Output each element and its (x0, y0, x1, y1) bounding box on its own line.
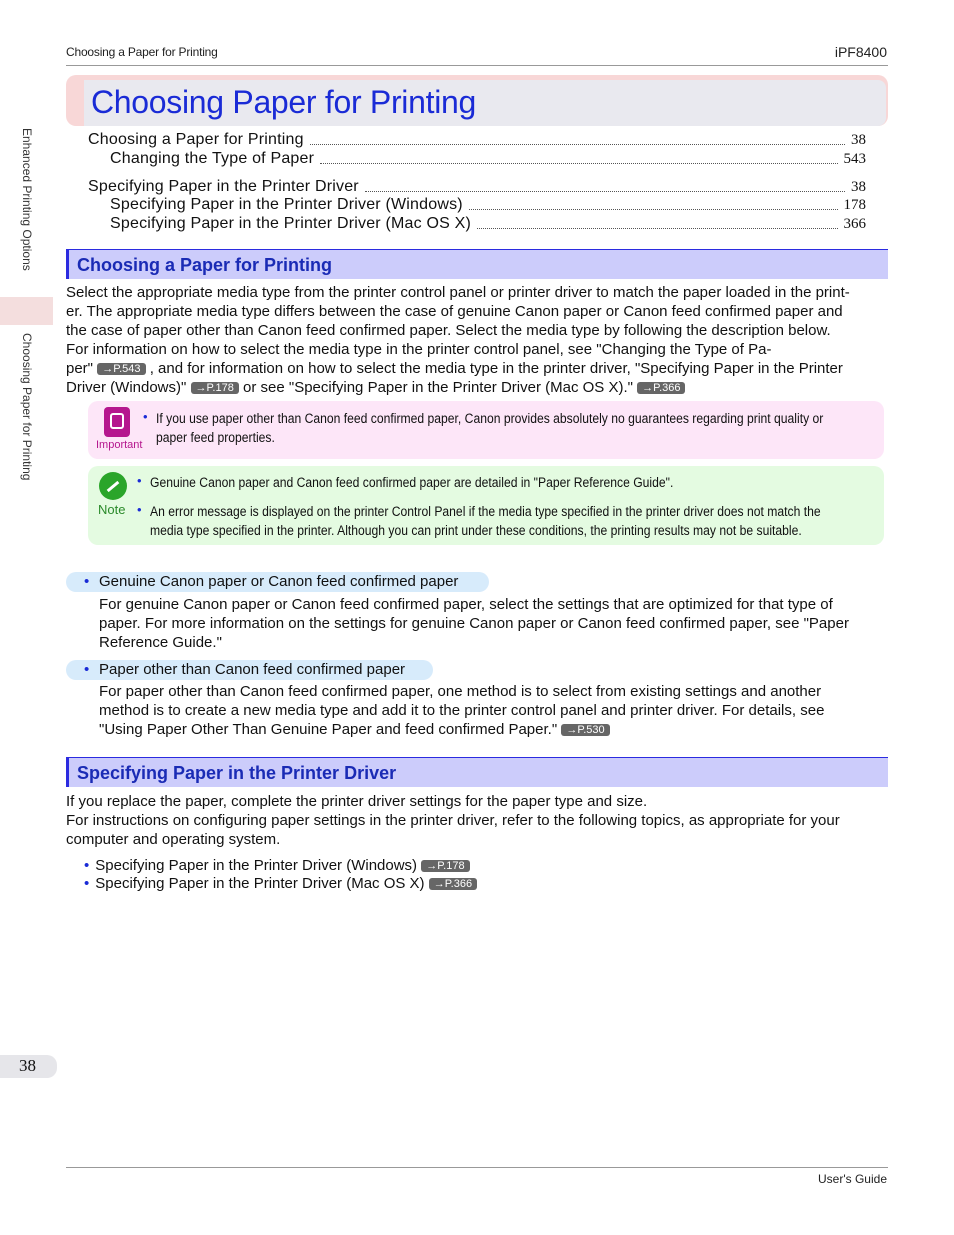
page-ref-link[interactable]: →P.543 (97, 363, 145, 375)
body-line: If you replace the paper, complete the printer driver settings for the paper type and size. (66, 793, 648, 810)
body-line: computer and operating system. (66, 831, 281, 848)
section-heading (66, 757, 888, 787)
page-number-tab (0, 1055, 57, 1078)
subheading-other (66, 660, 433, 680)
toc-item[interactable] (88, 178, 866, 196)
note-line: media type specified in the printer. Although you can print under these conditions, the printing results may not be suitable. (150, 523, 802, 538)
body-line: For paper other than Canon feed confirmed paper, one method is to select from existing settings and another (99, 683, 822, 700)
bullet-icon: • (84, 875, 90, 892)
subheading-text: Paper other than Canon feed confirmed paper (99, 661, 406, 678)
page-ref-link[interactable]: →P.366 (637, 382, 685, 394)
note-item: Genuine Canon paper and Canon feed confirmed paper are detailed in "Paper Reference Guide". (150, 475, 674, 490)
body-text: per" (66, 360, 94, 377)
body-line: For genuine Canon paper or Canon feed confirmed paper, select the settings that are optimized for that type of (99, 596, 833, 613)
footer-guide-name: User's Guide (818, 1172, 887, 1186)
body-line: method is to create a new media type and add it to the printer control panel and printer driver. For details, see (99, 702, 825, 719)
bullet-icon: • (137, 473, 142, 488)
toc-item[interactable] (110, 196, 866, 214)
body-line: the case of paper other than Canon feed confirmed paper. Select the media type by following the description below. (66, 322, 831, 339)
toc-item-label: Specifying Paper in the Printer Driver (Windows) (110, 196, 463, 213)
important-line: If you use paper other than Canon feed confirmed paper, Canon provides absolutely no guarantees regarding print quality or (156, 411, 824, 426)
toc-item-page: 543 (843, 151, 866, 167)
note-label: Note (98, 502, 126, 517)
pencil-check-icon (99, 472, 127, 500)
important-line: paper feed properties. (156, 430, 275, 445)
link-item[interactable] (84, 857, 470, 874)
genuine-body (99, 595, 888, 652)
body-line (99, 720, 888, 739)
body-text: , and for information on how to select the media type in the printer driver, "Specifying Paper in the Printer (149, 360, 843, 377)
important-text (156, 409, 823, 447)
toc-item[interactable] (88, 131, 866, 149)
body-line: paper. For more information on the settings for genuine Canon paper or Canon feed confirmed paper, see "Paper (99, 615, 849, 632)
section-heading-text: Choosing a Paper for Printing (77, 255, 333, 275)
toc-item-label: Choosing a Paper for Printing (88, 131, 304, 148)
page-ref-link[interactable]: →P.530 (561, 724, 609, 736)
header-rule (66, 65, 888, 66)
page-title: Choosing Paper for Printing (91, 84, 477, 120)
section-heading-text: Specifying Paper in the Printer Driver (77, 763, 397, 783)
page-number: 38 (19, 1056, 36, 1075)
section2-body (66, 792, 888, 849)
link-item-label: Specifying Paper in the Printer Driver (Mac OS X) (95, 875, 425, 892)
toc-item[interactable] (110, 215, 866, 233)
hand-stop-icon (104, 407, 130, 437)
footer-rule (66, 1167, 888, 1168)
toc-leader (365, 191, 845, 192)
toc-leader (320, 163, 837, 164)
toc-item-label: Changing the Type of Paper (110, 150, 315, 167)
subheading-text: Genuine Canon paper or Canon feed confirmed paper (99, 573, 459, 590)
page-ref-link[interactable]: →P.178 (191, 382, 239, 394)
link-item-label: Specifying Paper in the Printer Driver (Windows) (95, 857, 418, 874)
toc-item-page: 38 (851, 179, 866, 195)
page-ref-link[interactable]: →P.366 (429, 878, 477, 890)
body-line: Select the appropriate media type from the printer control panel or printer driver to match the paper loaded in the print- (66, 284, 850, 301)
link-item[interactable] (84, 875, 477, 892)
side-tab-chapter: Enhanced Printing Options (20, 128, 34, 271)
section-heading (66, 249, 888, 279)
body-line: For instructions on configuring paper settings in the printer driver, refer to the following topics, as appropriate for your (66, 812, 840, 829)
side-tab-highlight (0, 297, 53, 325)
important-label: Important (96, 439, 143, 451)
bullet-icon: • (143, 409, 148, 424)
toc-leader (477, 228, 837, 229)
toc-item-page: 178 (843, 197, 866, 213)
side-tab-section: Choosing Paper for Printing (20, 333, 34, 481)
body-line (66, 378, 888, 397)
toc-item-page: 38 (851, 132, 866, 148)
bullet-icon: • (84, 857, 90, 874)
running-header-left: Choosing a Paper for Printing (66, 45, 218, 59)
side-tab (0, 0, 53, 1235)
bullet-icon: • (84, 573, 90, 590)
body-line: For information on how to select the media type in the printer control panel, see "Changing the Type of Pa- (66, 341, 772, 358)
body-text: or see "Specifying Paper in the Printer Driver (Mac OS X)." (243, 379, 633, 396)
bullet-icon: • (137, 502, 142, 517)
toc-item-label: Specifying Paper in the Printer Driver (Mac OS X) (110, 215, 472, 232)
toc-item-page: 366 (843, 216, 866, 232)
toc-item-label: Specifying Paper in the Printer Driver (88, 178, 359, 195)
body-line: er. The appropriate media type differs between the case of genuine Canon paper or Canon feed confirmed paper and (66, 303, 843, 320)
toc-leader (469, 209, 838, 210)
body-line: Reference Guide." (99, 634, 222, 651)
note-item (150, 502, 821, 540)
bullet-icon: • (84, 661, 90, 678)
body-text: Driver (Windows)" (66, 379, 187, 396)
running-header-model: iPF8400 (834, 44, 887, 60)
body-line (66, 359, 888, 378)
section1-body (66, 283, 888, 397)
toc-item[interactable] (110, 150, 866, 168)
page-ref-link[interactable]: →P.178 (421, 860, 469, 872)
note-line: An error message is displayed on the printer Control Panel if the media type specified in the printer driver does not match the (150, 504, 821, 519)
body-text: "Using Paper Other Than Genuine Paper and feed confirmed Paper." (99, 721, 558, 738)
toc-leader (310, 144, 845, 145)
other-body (99, 682, 888, 739)
subheading-genuine (66, 572, 489, 592)
